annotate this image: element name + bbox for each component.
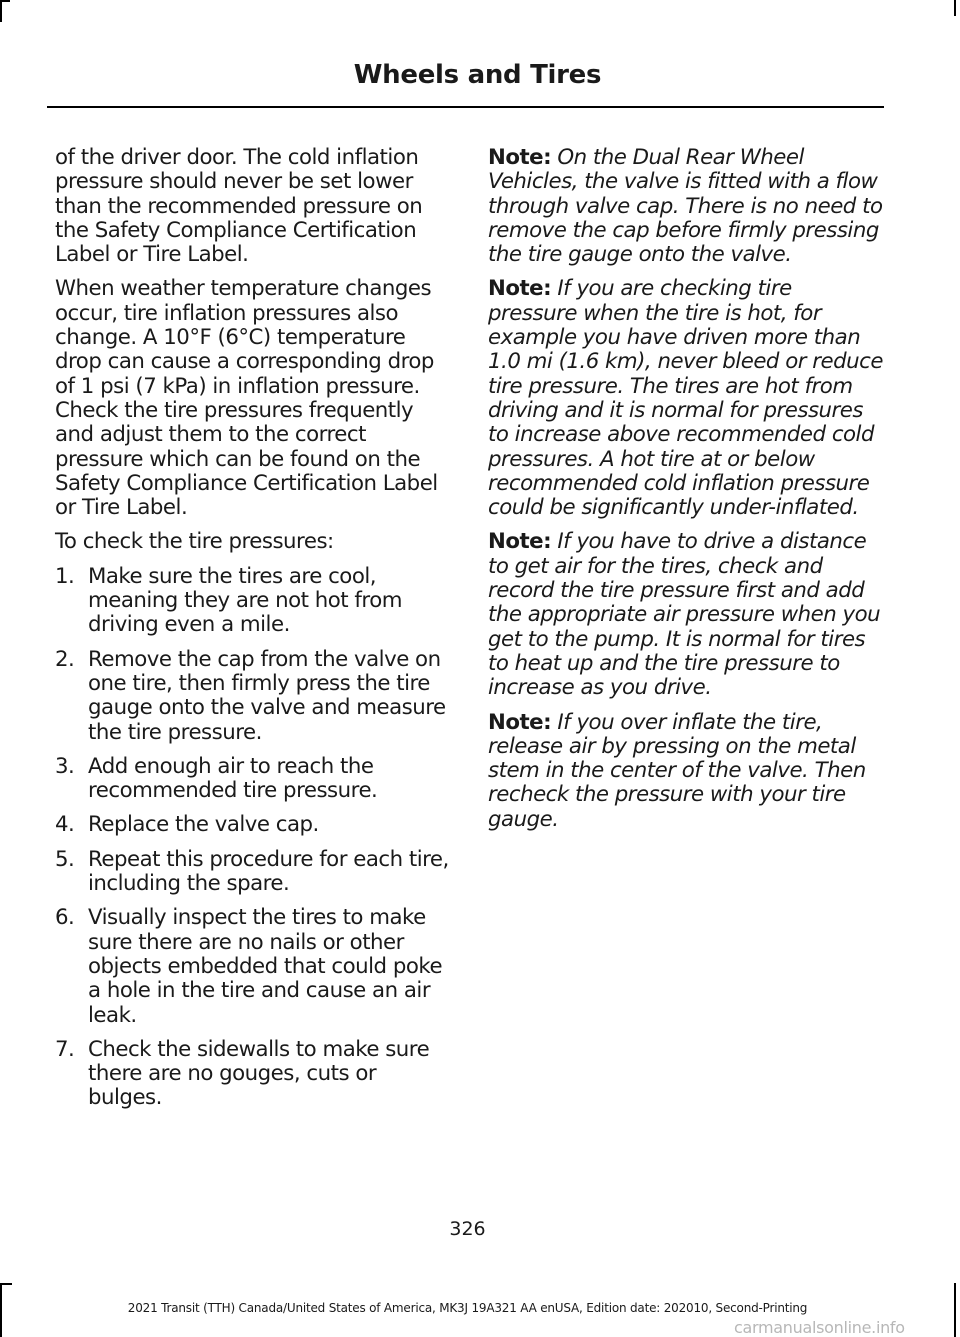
- note-text: If you over inflate the tire, release air by pressing on the metal stem in the center of the valve. Then recheck the pressure with your tire gauge.: [488, 709, 866, 832]
- step-text: Replace the valve cap.: [88, 812, 319, 838]
- step-number: 2.: [55, 646, 75, 672]
- step-number: 1.: [55, 563, 75, 589]
- crop-mark-top-left: [0, 0, 2, 22]
- page-title: Wheels and Tires: [353, 60, 602, 90]
- crop-mark-bottom-right: [954, 1283, 956, 1337]
- step-number: 4.: [55, 812, 75, 838]
- note-dual-rear-wheel: [488, 146, 883, 267]
- note-hot-tire: [488, 277, 883, 520]
- note-label: Note:: [488, 145, 552, 170]
- page-number: 326: [449, 1218, 486, 1240]
- list-item: [55, 565, 450, 638]
- list-item: [55, 648, 450, 745]
- note-text: If you are checking tire pressure when the tire is hot, for example you have driven more than 1.0 mi (1.6 km), never bleed or reduce tire pressure. The tires are hot from driving and it is normal for pressures to increase above recommended cold pressures. A hot tire at or below recommended cold inflation pressure could be significantly under-inflated.: [488, 276, 883, 521]
- note-drive-distance: [488, 530, 883, 700]
- right-column: [488, 146, 883, 842]
- crop-mark-top-right: [954, 0, 956, 16]
- step-number: 7.: [55, 1036, 75, 1062]
- list-item: [55, 906, 450, 1027]
- step-text: Make sure the tires are cool, meaning they are not hot from driving even a mile.: [88, 563, 402, 638]
- list-item: [55, 848, 450, 897]
- step-text: Visually inspect the tires to make sure there are no nails or other objects embedded that could poke a hole in the tire and cause an air leak.: [88, 905, 443, 1028]
- note-label: Note:: [488, 529, 552, 555]
- crop-mark-bottom-left-h: [0, 1283, 12, 1285]
- steps-list: [55, 565, 450, 1111]
- header-divider: [47, 106, 884, 108]
- watermark: carmanualsonline.info: [734, 1318, 905, 1337]
- note-label: Note:: [488, 709, 552, 735]
- note-label: Note:: [488, 276, 552, 302]
- left-column: [55, 146, 450, 1121]
- crop-mark-top-left-h: [0, 0, 10, 2]
- step-number: 5.: [55, 846, 75, 872]
- step-text: Check the sidewalls to make sure there are no gouges, cuts or bulges.: [88, 1036, 430, 1111]
- list-item: [55, 755, 450, 804]
- note-over-inflate: [488, 711, 883, 832]
- paragraph-cold-inflation: of the driver door. The cold inflation pressure should never be set lower than the recommended pressure on the Safety Compliance Certification Label or Tire Label.: [55, 145, 423, 268]
- note-text: On the Dual Rear Wheel Vehicles, the valve is fitted with a flow through valve cap. There is no need to remove the cap before firmly pressing the tire gauge onto the valve.: [488, 145, 883, 268]
- list-item: [55, 1038, 450, 1111]
- footer-edition: 2021 Transit (TTH) Canada/United States of America, MK3J 19A321 AA enUSA, Edition date: 202010, Second-Printing: [127, 1301, 808, 1315]
- step-text: Add enough air to reach the recommended tire pressure.: [88, 753, 378, 804]
- step-number: 3.: [55, 753, 75, 779]
- note-text: If you have to drive a distance to get air for the tires, check and record the tire pressure first and add the appropriate air pressure when you get to the pump. It is normal for tires to heat up and the tire pressure to increase as you drive.: [488, 529, 881, 701]
- step-text: Remove the cap from the valve on one tire, then firmly press the tire gauge onto the valve and measure the tire pressure.: [88, 646, 446, 745]
- list-item: [55, 813, 450, 837]
- paragraph-temperature: When weather temperature changes occur, tire inflation pressures also change. A 10°F (6°C) temperature drop can cause a corresponding drop of 1 psi (7 kPa) in inflation pressure. Check the tire pressures frequently and adjust them to the correct pressure which can be found on the Safety Compliance Certification Label or Tire Label.: [55, 276, 438, 521]
- step-number: 6.: [55, 905, 75, 931]
- step-text: Repeat this procedure for each tire, including the spare.: [88, 846, 449, 897]
- paragraph-check-intro: To check the tire pressures:: [55, 529, 334, 555]
